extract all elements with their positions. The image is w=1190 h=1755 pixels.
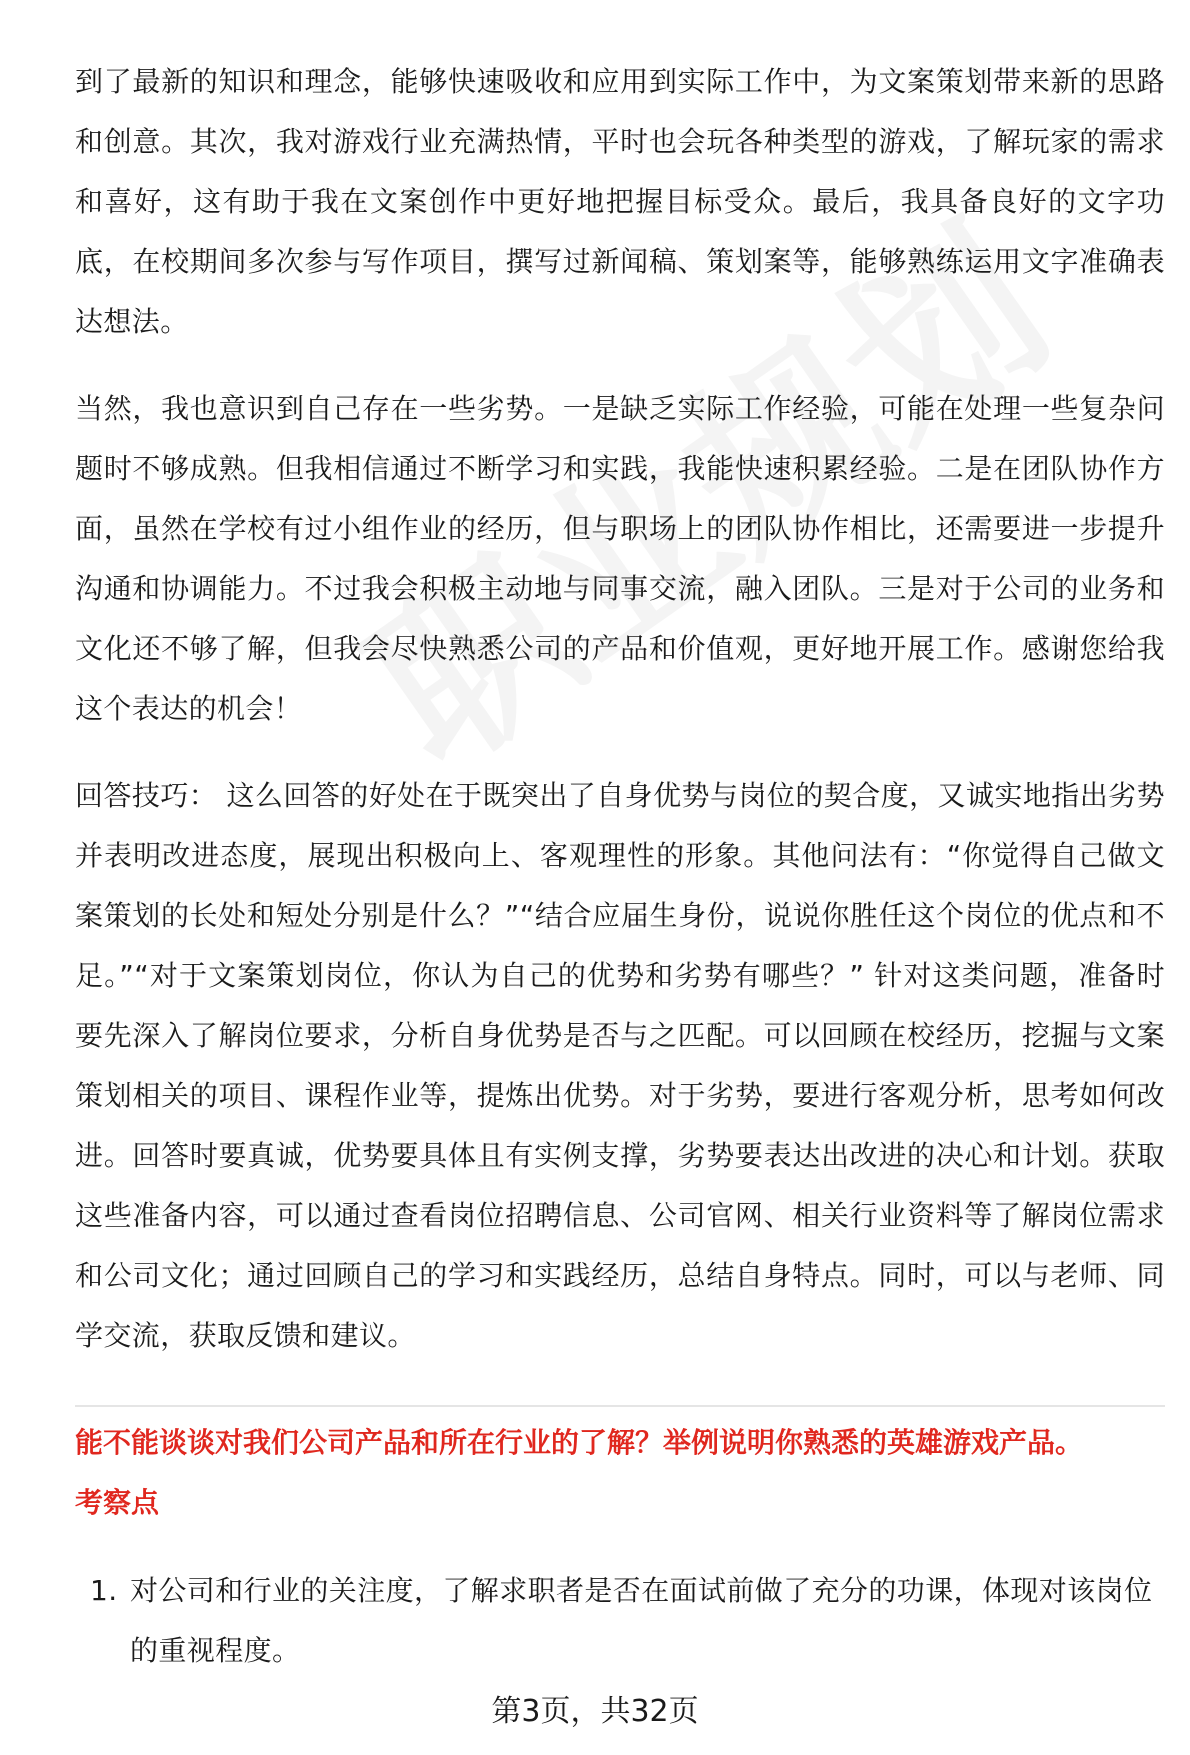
section-divider — [75, 1405, 1165, 1407]
section-heading-assessment-points: 考察点 — [75, 1486, 160, 1519]
paragraph-strengths: 到了最新的知识和理念，能够快速吸收和应用到实际工作中，为文案策划带来新的思路和创意。其次，我对游戏行业充满热情，平时也会玩各种类型的游戏，了解玩家的需求和喜好，这有助于我在文案创作中更好地把握目标受众。最后，我具备良好的文字功底，在校期间多次参与写作项目，撰写过新闻稿、策划案等，能够熟练运用文字准确表达想法。 — [75, 65, 1165, 338]
list-item — [75, 1561, 1165, 1681]
list-item-text: 对公司和行业的关注度，了解求职者是否在面试前做了充分的功课，体现对该岗位的重视程度。 — [130, 1574, 1153, 1667]
page-content — [75, 52, 1165, 1681]
paragraph-answer-tips: 回答技巧： 这么回答的好处在于既突出了自身优势与岗位的契合度，又诚实地指出劣势并表明改进态度，展现出积极向上、客观理性的形象。其他问法有：“你觉得自己做文案策划的长处和短处分别是什么？”“结合应届生身份，说说你胜任这个岗位的优点和不足。”“对于文案策划岗位，你认为自己的优势和劣势有哪些？” 针对这类问题，准备时要先深入了解岗位要求，分析自身优势是否与之匹配。可以回顾在校经历，挖掘与文案策划相关的项目、课程作业等，提炼出优势。对于劣势，要进行客观分析，思考如何改进。回答时要真诚，优势要具体且有实例支撑，劣势要表达出改进的决心和计划。获取这些准备内容，可以通过查看岗位招聘信息、公司官网、相关行业资料等了解岗位需求和公司文化；通过回顾自己的学习和实践经历，总结自身特点。同时，可以与老师、同学交流，获取反馈和建议。 — [75, 779, 1165, 1352]
assessment-points-list — [75, 1561, 1165, 1681]
page-number-footer: 第3页，共32页 — [491, 1694, 699, 1729]
list-item-number: 1. — [90, 1574, 118, 1607]
interview-question: 能不能谈谈对我们公司产品和所在行业的了解？举例说明你熟悉的英雄游戏产品。 — [75, 1426, 1084, 1459]
paragraph-weaknesses: 当然，我也意识到自己存在一些劣势。一是缺乏实际工作经验，可能在处理一些复杂问题时不够成熟。但我相信通过不断学习和实践，我能快速积累经验。二是在团队协作方面，虽然在学校有过小组作业的经历，但与职场上的团队协作相比，还需要进一步提升沟通和协调能力。不过我会积极主动地与同事交流，融入团队。三是对于公司的业务和文化还不够了解，但我会尽快熟悉公司的产品和价值观，更好地开展工作。感谢您给我这个表达的机会！ — [75, 392, 1165, 725]
